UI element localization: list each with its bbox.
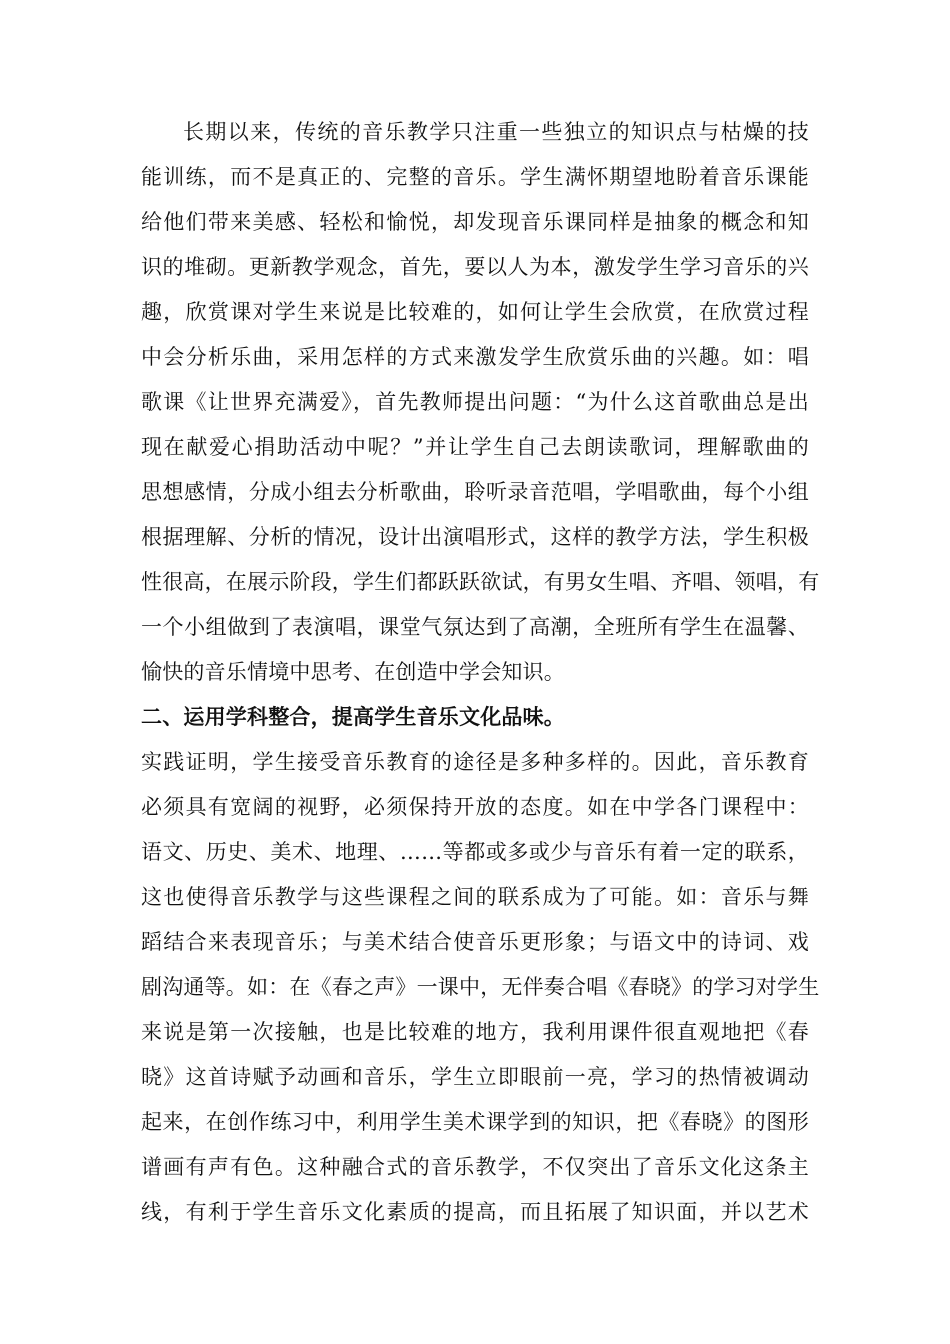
paragraph-1-line-2: 能训练，而不是真正的、完整的音乐。学生满怀期望地盼着音乐课能 <box>141 165 809 189</box>
paragraph-2-line-10: 谱画有声有色。这种融合式的音乐教学，不仅突出了音乐文化这条主 <box>141 1155 809 1179</box>
paragraph-2-line-7: 来说是第一次接触，也是比较难的地方，我利用课件很直观地把《春 <box>141 1020 809 1044</box>
paragraph-2-line-8: 晓》这首诗赋予动画和音乐，学生立即眼前一亮，学习的热情被调动 <box>141 1065 809 1089</box>
paragraph-2-line-2: 必须具有宽阔的视野，必须保持开放的态度。如在中学各门课程中： <box>141 795 809 819</box>
paragraph-1-line-11: 性很高，在展示阶段，学生们都跃跃欲试，有男女生唱、齐唱、领唱，有 <box>141 570 820 594</box>
paragraph-1-line-7: 歌课《让世界充满爱》，首先教师提出问题：“为什么这首歌曲总是出 <box>141 390 809 414</box>
paragraph-1-line-10: 根据理解、分析的情况，设计出演唱形式，这样的教学方法，学生积极 <box>141 525 809 549</box>
paragraph-2-line-6: 剧沟通等。如：在《春之声》一课中，无伴奏合唱《春晓》的学习对学生 <box>141 975 820 999</box>
paragraph-1-line-6: 中会分析乐曲，采用怎样的方式来激发学生欣赏乐曲的兴趣。如：唱 <box>141 345 809 369</box>
paragraph-2-line-3: 语文、历史、美术、地理、……等都或多或少与音乐有着一定的联系， <box>141 840 809 864</box>
paragraph-2-line-4: 这也使得音乐教学与这些课程之间的联系成为了可能。如：音乐与舞 <box>141 885 809 909</box>
paragraph-1-line-1: 长期以来，传统的音乐教学只注重一些独立的知识点与枯燥的技 <box>183 120 809 144</box>
section-heading: 二、运用学科整合，提高学生音乐文化品味。 <box>141 704 565 729</box>
paragraph-1-line-9: 思想感情，分成小组去分析歌曲，聆听录音范唱，学唱歌曲，每个小组 <box>141 480 809 504</box>
paragraph-1-line-13: 愉快的音乐情境中思考、在创造中学会知识。 <box>141 660 565 684</box>
paragraph-2-line-1: 实践证明，学生接受音乐教育的途径是多种多样的。因此，音乐教育 <box>141 750 809 774</box>
paragraph-2-line-5: 蹈结合来表现音乐；与美术结合使音乐更形象；与语文中的诗词、戏 <box>141 930 809 954</box>
paragraph-1-line-5: 趣，欣赏课对学生来说是比较难的，如何让学生会欣赏，在欣赏过程 <box>141 300 809 324</box>
paragraph-1-line-3: 给他们带来美感、轻松和愉悦，却发现音乐课同样是抽象的概念和知 <box>141 210 809 234</box>
paragraph-1-line-4: 识的堆砌。更新教学观念，首先，要以人为本，激发学生学习音乐的兴 <box>141 255 809 279</box>
paragraph-1-line-8: 现在献爱心捐助活动中呢？”并让学生自己去朗读歌词，理解歌曲的 <box>141 435 809 459</box>
paragraph-2-line-9: 起来，在创作练习中，利用学生美术课学到的知识，把《春晓》的图形 <box>141 1110 809 1134</box>
paragraph-2-line-11: 线，有利于学生音乐文化素质的提高，而且拓展了知识面，并以艺术 <box>141 1200 809 1224</box>
paragraph-1-line-12: 一个小组做到了表演唱，课堂气氛达到了高潮，全班所有学生在温馨、 <box>141 615 809 639</box>
